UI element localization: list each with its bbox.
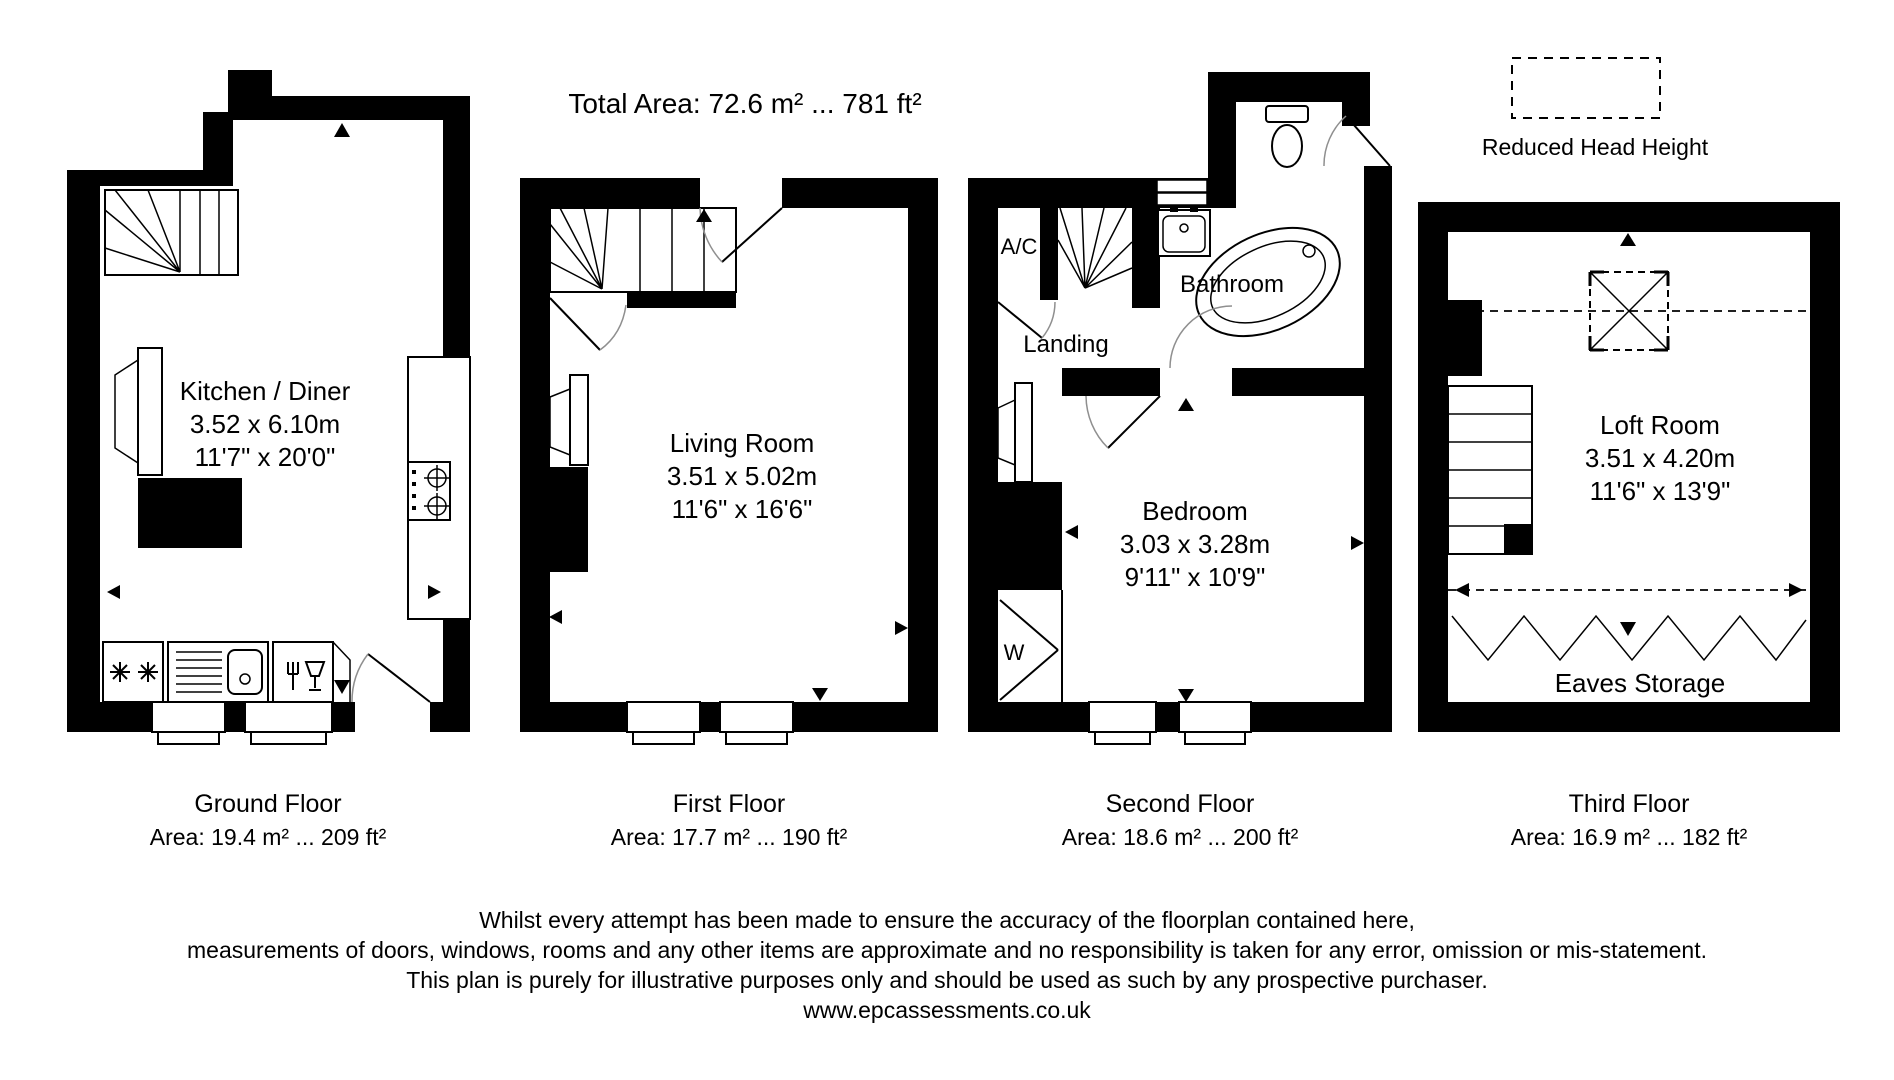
room-name: Kitchen / Diner: [179, 376, 351, 406]
direction-marker-left: [1065, 525, 1078, 539]
first-floor-plan: [520, 178, 938, 744]
floor-name: Ground Floor: [194, 790, 342, 818]
loft-room-label: [1585, 410, 1735, 506]
skylight-icon: [1590, 272, 1668, 350]
ground-floor-counter-niche: [408, 357, 470, 619]
floor-name: First Floor: [672, 790, 786, 818]
floor-area: Area: 17.7 m² ... 190 ft²: [610, 824, 848, 850]
direction-marker-left: [107, 585, 120, 599]
sink-icon: [1158, 206, 1210, 256]
direction-marker-right: [1789, 583, 1803, 597]
floor-area: Area: 19.4 m² ... 209 ft²: [149, 824, 387, 850]
landing-label: Landing: [1023, 331, 1109, 358]
sink-unit: [168, 642, 268, 702]
room-size-metric: 3.51 x 5.02m: [666, 461, 818, 491]
room-size-imperial: 11'6" x 16'6": [671, 494, 813, 524]
wardrobe: [1000, 590, 1062, 702]
eaves-storage-label: Eaves Storage: [1554, 668, 1726, 698]
second-floor-window-left: [998, 383, 1032, 482]
second-floor-plan: [968, 72, 1392, 744]
disclaimer: [187, 907, 1707, 1023]
direction-marker-up: [1620, 233, 1636, 246]
room-size-imperial: 9'11" x 10'9": [1124, 562, 1266, 592]
direction-marker-left: [1455, 583, 1469, 597]
disclaimer-line: Whilst every attempt has been made to ensure the accuracy of the floorplan contained here,: [479, 907, 1415, 933]
total-area-label: Total Area: 72.6 m² ... 781 ft²: [568, 88, 922, 119]
direction-marker-down: [1620, 622, 1636, 636]
wardrobe-label: W: [1003, 640, 1025, 665]
bathroom-label: Bathroom: [1179, 271, 1285, 298]
room-size-metric: 3.03 x 3.28m: [1119, 529, 1271, 559]
website-link: www.epcassessments.co.uk: [803, 997, 1091, 1023]
direction-marker-down: [812, 688, 828, 701]
direction-marker-left: [549, 610, 562, 624]
ground-floor-plan: [67, 70, 470, 744]
reduced-head-height-legend: [1482, 58, 1709, 160]
ac-label: A/C: [1000, 234, 1038, 259]
dishwasher-unit: [273, 642, 350, 702]
second-floor-stairs: [1058, 208, 1132, 288]
first-floor-stairs: [550, 208, 736, 350]
kitchen-diner-label: [180, 376, 351, 472]
bedroom-label: [1120, 496, 1270, 592]
second-floor-internal-window: [1157, 180, 1207, 205]
disclaimer-line: measurements of doors, windows, rooms and any other items are approximate and no responsibility is taken for any error, omission or mis-statement.: [187, 937, 1707, 963]
kitchen-units: [103, 642, 350, 702]
direction-marker-up: [334, 123, 350, 137]
direction-marker-down: [334, 680, 350, 694]
first-floor-window-left: [550, 375, 588, 465]
direction-marker-down: [1178, 689, 1194, 702]
living-room-label: [667, 428, 817, 524]
direction-marker-right: [1351, 536, 1364, 550]
room-name: Loft Room: [1600, 410, 1720, 440]
bedroom-door: [1086, 396, 1160, 448]
third-floor-plan: [1418, 202, 1840, 732]
ground-floor-door: [352, 654, 430, 732]
floor-name: Third Floor: [1568, 790, 1690, 818]
direction-marker-right: [895, 621, 908, 635]
floor-name: Second Floor: [1105, 790, 1255, 818]
floor-captions: [150, 790, 1748, 850]
reduced-head-height-swatch: [1512, 58, 1660, 118]
direction-marker-up: [1178, 398, 1194, 411]
ground-floor-stairs: [105, 190, 238, 275]
reduced-head-height-label: Reduced Head Height: [1481, 134, 1709, 160]
sink-basin-icon: [228, 650, 262, 694]
room-name: Living Room: [669, 428, 815, 458]
room-size-metric: 3.51 x 4.20m: [1584, 443, 1736, 473]
disclaimer-line: This plan is purely for illustrative purposes only and should be used as such by any prospective purchaser.: [406, 967, 1488, 993]
floor-area: Area: 16.9 m² ... 182 ft²: [1510, 824, 1748, 850]
hob-icon: [408, 462, 450, 520]
room-size-imperial: 11'6" x 13'9": [1589, 476, 1731, 506]
floor-area: Area: 18.6 m² ... 200 ft²: [1061, 824, 1299, 850]
room-size-imperial: 11'7" x 20'0": [194, 442, 336, 472]
toilet-icon: [1266, 106, 1308, 167]
room-name: Bedroom: [1142, 496, 1248, 526]
room-size-metric: 3.52 x 6.10m: [189, 409, 341, 439]
ground-floor-window-left: [115, 348, 162, 475]
third-floor-stairs: [1448, 386, 1532, 554]
